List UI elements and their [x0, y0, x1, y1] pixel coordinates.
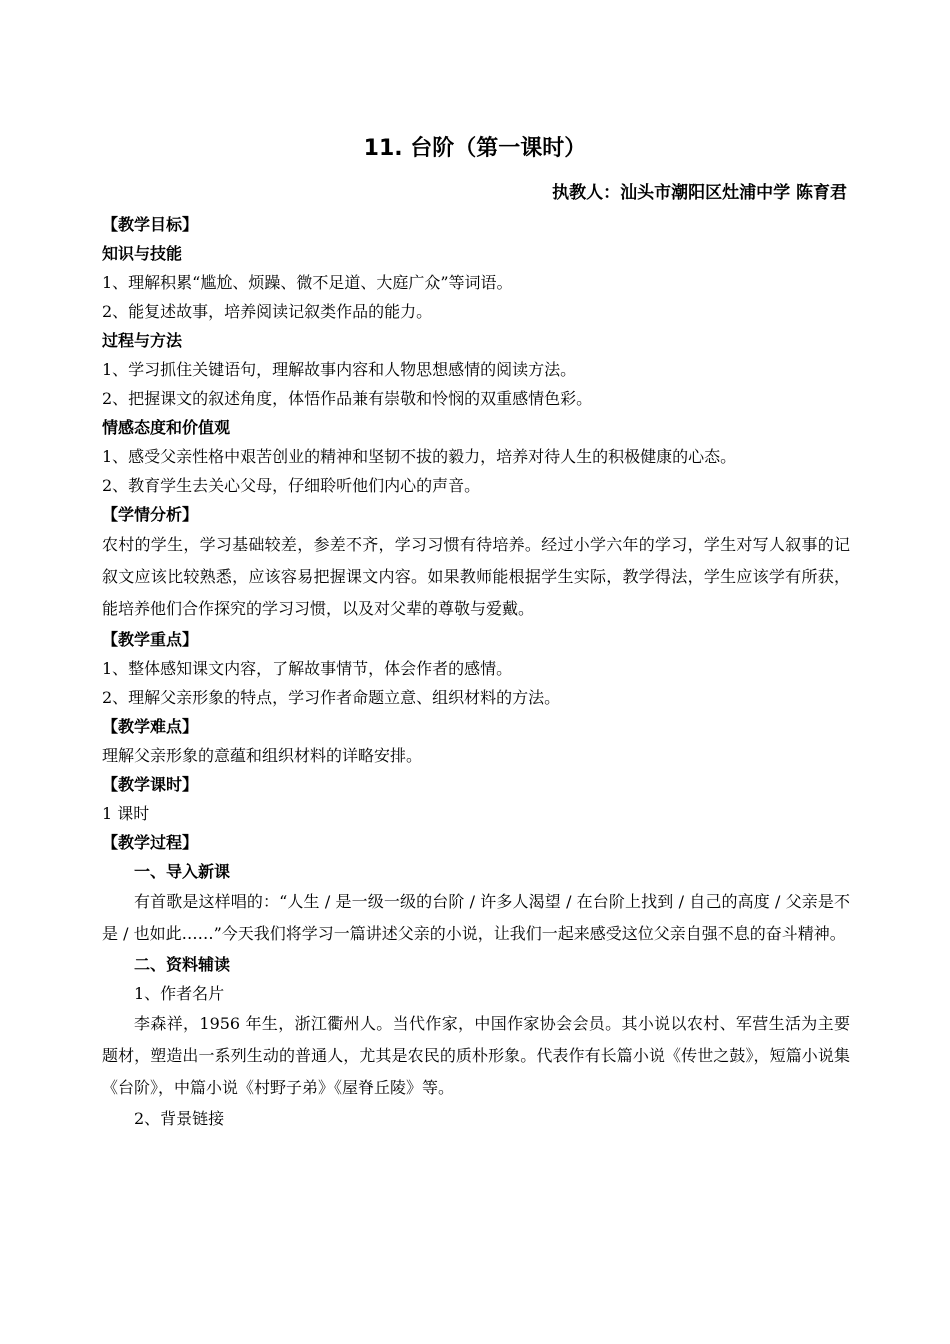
hours-text: 1 课时: [102, 804, 150, 823]
emotion-heading: 情感态度和价值观: [102, 418, 231, 437]
analysis-paragraph: 农村的学生，学习基础较差，参差不齐，学习习惯有待培养。经过小学六年的学习，学生对写人叙事的记叙文应该比较熟悉，应该容易把握课文内容。如果教师能根据学生实际，教学得法，学生应该学有所获，能培养他们合作探究的学习习惯，以及对父辈的尊敬与爱戴。: [102, 535, 850, 618]
document-body: [102, 210, 850, 1133]
author-line: 执教人：汕头市潮阳区灶浦中学 陈育君: [552, 183, 847, 203]
background-heading: 2、背景链接: [134, 1109, 225, 1128]
key-points-heading: 【教学重点】: [102, 630, 199, 649]
knowledge-item: 1、理解积累“尴尬、烦躁、微不足道、大庭广众”等词语。: [102, 273, 513, 292]
analysis-heading: 【学情分析】: [102, 505, 199, 524]
process-item: 2、把握课文的叙述角度，体悟作品兼有崇敬和怜悯的双重感情色彩。: [102, 389, 593, 408]
section1-heading: 一、导入新课: [134, 862, 231, 881]
author-bio-paragraph: 李森祥，1956 年生，浙江衢州人。当代作家，中国作家协会会员。其小说以农村、军营生活为主要题材，塑造出一系列生动的普通人，尤其是农民的质朴形象。代表作有长篇小说《传世之鼓》，短篇小说集《台阶》，中篇小说《村野子弟》《屋脊丘陵》等。: [102, 1014, 850, 1097]
emotion-item: 2、教育学生去关心父母，仔细聆听他们内心的声音。: [102, 476, 481, 495]
knowledge-heading: 知识与技能: [102, 244, 183, 263]
process-item: 1、学习抓住关键语句，理解故事内容和人物思想感情的阅读方法。: [102, 360, 577, 379]
emotion-item: 1、感受父亲性格中艰苦创业的精神和坚韧不拔的毅力，培养对待人生的积极健康的心态。: [102, 447, 737, 466]
section2-heading: 二、资料辅读: [134, 955, 231, 974]
page-title: 11. 台阶（第一课时）: [363, 136, 587, 161]
knowledge-item: 2、能复述故事，培养阅读记叙类作品的能力。: [102, 302, 433, 321]
key-point-item: 2、理解父亲形象的特点，学习作者命题立意、组织材料的方法。: [102, 688, 561, 707]
objectives-heading: 【教学目标】: [102, 215, 199, 234]
author-card-heading: 1、作者名片: [134, 984, 225, 1003]
difficulties-text: 理解父亲形象的意蕴和组织材料的详略安排。: [102, 746, 423, 765]
hours-heading: 【教学课时】: [102, 775, 199, 794]
difficulties-heading: 【教学难点】: [102, 717, 199, 736]
intro-paragraph: 有首歌是这样唱的：“人生 / 是一级一级的台阶 / 许多人渴望 / 在台阶上找到 / 自己的高度 / 父亲是不是 / 也如此……”今天我们将学习一篇讲述父亲的小说，让我们一起来感受这位父亲自强不息的奋斗精神。: [102, 892, 850, 943]
process-heading: 过程与方法: [102, 331, 183, 350]
procedure-heading: 【教学过程】: [102, 833, 199, 852]
key-point-item: 1、整体感知课文内容，了解故事情节，体会作者的感情。: [102, 659, 513, 678]
